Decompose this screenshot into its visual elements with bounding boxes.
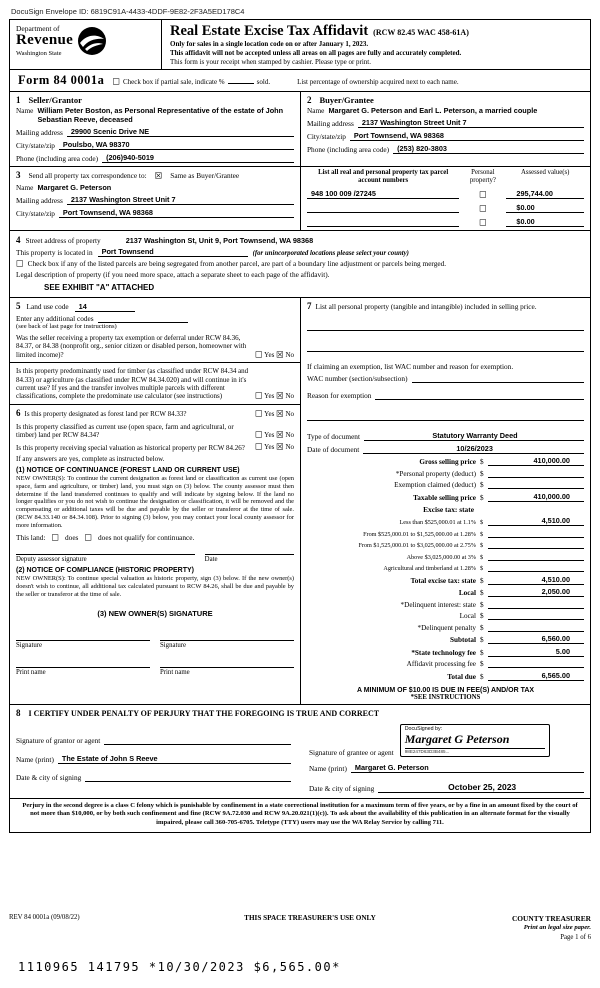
total-due-label: Total due [447,672,476,681]
located-in-label: This property is located in [16,248,93,258]
section-1-number: 1 [16,95,21,106]
correspondence-mailing-label: Mailing address [16,195,63,205]
tax-line-subtotal [307,634,584,644]
question-forest-answer [253,410,294,419]
middle-band [10,298,590,705]
section-property [10,231,590,298]
buyer-phone-value[interactable]: (253) 820-3803 [393,144,584,154]
revenue-logo-icon [77,26,107,56]
no-label: No [285,350,294,359]
date-of-document-label: Date of document [307,444,360,454]
grantor-signature-label: Signature of grantor or agent [16,735,101,745]
parcel-table [300,167,590,230]
segregated-label: Check box if any of the listed parcels are being segregated from another parcel, are part of a boundary line adjustment or parcels being merged. [27,259,447,269]
total-due-value[interactable]: 6,565.00 [488,671,584,681]
does-not-checkbox[interactable]: ☐ [84,533,93,544]
grantor-signing-column [16,722,291,793]
state-technology-fee-value[interactable]: 5.00 [488,647,584,657]
seller-mailing-label: Mailing address [16,128,63,138]
exemption-claimed-label: Exemption claimed (deduct) [394,481,476,490]
print-name-label: Print name [16,668,46,676]
tax-line-gross [307,456,584,466]
deputy-date-field[interactable] [205,554,294,563]
delinquent-local-value[interactable] [488,611,584,620]
grantee-name-print-value[interactable]: Margaret G. Peterson [351,763,584,773]
tax-line-local [307,587,584,597]
tax-line-total-state [307,575,584,585]
buyer-name-label: Name [307,106,325,116]
total-excise-state-value[interactable]: 4,510.00 [488,575,584,585]
no-label: No [285,392,294,401]
street-address-label: Street address of property [25,236,101,246]
tax-line-delinquent-local [307,611,584,620]
dollar-sign: $ [480,530,484,538]
land-use-code-value[interactable]: 14 [75,302,135,312]
form-header [10,20,590,70]
docusign-signature-stamp[interactable] [400,724,550,757]
section-correspondence [10,167,300,230]
county-treasurer-label: COUNTY TREASURER [511,913,591,923]
section-2-number: 2 [307,95,312,106]
owner-signature-field-2[interactable] [160,640,294,649]
section-5-number: 5 [16,301,21,312]
parcel-number-value[interactable] [307,204,459,213]
seller-name-value[interactable]: William Peter Boston, as Personal Representative of the estate of John Sebastian Reeve, deceased [37,106,284,125]
rev-number: REV 84 0001a (09/08/22) [9,913,80,921]
delinquent-penalty-label: *Delinquent penalty [417,623,476,632]
tier2-label: From $525,000.01 to $1,525,000.00 at 1.28% [363,530,476,538]
date-of-document-value[interactable]: 10/26/2023 [363,444,584,454]
dollar-sign: $ [480,469,484,478]
seller-name-label: Name [16,106,34,116]
dollar-sign: $ [480,493,484,502]
buyer-mailing-value[interactable]: 2137 Washington Street Unit 7 [358,118,584,128]
page-footer [9,914,591,942]
divider [10,404,300,405]
tax-line-personal [307,469,584,478]
parcel-personal-checkbox[interactable]: ☐ [479,218,487,229]
delinquent-penalty-value[interactable] [488,623,584,632]
grantee-signing-column [309,722,584,793]
tax-line-tier3 [307,540,584,549]
timber-no-checkbox[interactable]: ☒ [276,391,284,402]
section-seller [10,92,300,166]
question-exemption-text: Was the seller receiving a property tax exemption or deferral under RCW 84.36, 84.37, or 84.38 (nonprofit org., senior citizen or disabled person, homeowner with limited income)? [16,334,247,359]
question-historic [16,443,294,452]
located-in-value[interactable]: Port Townsend [98,247,248,257]
docusign-signature-id: 98E247D63D3B485... [404,748,450,754]
no-label: No [285,410,294,419]
exemption-yes-checkbox[interactable]: ☐ [255,350,263,361]
question-timber-answer [253,392,294,401]
parcel-header-personal: Personal property? [469,169,496,185]
affidavit-processing-fee-label: Affidavit processing fee [406,660,476,669]
delinquent-interest-value[interactable] [488,600,584,609]
does-not-label: does not qualify for continuance. [98,532,195,542]
section-7-tax-column [300,298,590,704]
correspondence-label: Send all property tax correspondence to: [28,171,147,181]
timber-yes-checkbox[interactable]: ☐ [255,391,263,402]
section-7-intro-row [307,301,584,312]
dollar-sign: $ [480,648,484,657]
grantor-date-city-value[interactable] [85,773,291,782]
section-6-number: 6 [16,407,21,418]
partial-sale-label: Check box if partial sale, indicate % [122,77,225,86]
docusign-envelope-id: DocuSign Envelope ID: 6819C91A-4433-4DDF-9E82-2F3A5ED178C4 [11,7,245,16]
washington-state-label: Washington State [16,49,62,57]
tier1-value[interactable]: 4,510.00 [488,516,584,526]
title-block [162,20,590,69]
seller-buyer-band [10,92,590,167]
tax-line-total-due [307,671,584,681]
tier1-label: Less than $525,000.01 at 1.1% [399,519,476,527]
agricultural-label: Agricultural and timberland at 1.28% [383,565,476,573]
agency-name [16,25,73,57]
header-note-3: This form is your receipt when stamped by cashier. Please type or print. [170,57,372,66]
delinquent-local-label: Local [459,612,476,621]
tax-line-tier2 [307,529,584,538]
notice-compliance-title: (2) NOTICE OF COMPLIANCE (HISTORIC PROPERTY) [16,567,194,575]
grantor-name-print-value[interactable]: The Estate of John S Reeve [58,754,291,764]
type-of-document-label: Type of document [307,431,360,441]
section-buyer [300,92,590,166]
tax-line-processing-fee [307,659,584,668]
parcel-assessed-value[interactable]: $0.00 [506,217,584,227]
continuance-qualify-line [16,534,294,543]
forest-no-checkbox[interactable]: ☒ [276,409,284,420]
form-box [9,19,591,833]
historic-yes-checkbox[interactable]: ☐ [255,442,263,453]
yes-label: Yes [264,443,275,452]
parcel-assessed-value[interactable]: $0.00 [506,203,584,213]
personal-property-deduct-label: *Personal property (deduct) [395,469,476,478]
docusigned-by-label: DocuSigned by: [404,725,443,732]
buyer-name-value[interactable]: Margaret G. Peterson and Earl L. Peterson, a married couple [328,106,538,116]
taxable-selling-price-value[interactable]: 410,000.00 [488,492,584,502]
personal-property-field[interactable] [307,322,584,331]
certify-statement: I CERTIFY UNDER PENALTY OF PERJURY THAT THE FOREGOING IS TRUE AND CORRECT [28,708,380,718]
parcel-personal-checkbox[interactable]: ☐ [479,204,487,215]
agricultural-value[interactable] [488,563,584,572]
grantee-signature-script: Margaret G Peterson [404,731,510,746]
tier2-value[interactable] [488,529,584,538]
subtotal-value[interactable]: 6,560.00 [488,634,584,644]
buyer-citystatezip-value[interactable]: Port Townsend, WA 98368 [350,131,584,141]
personal-property-intro: List all personal property (tangible and intangible) included in selling price. [315,302,537,312]
yes-label: Yes [264,410,275,419]
treasurer-stamp: 1110965 141795 *10/30/2023 $6,565.00* [18,960,341,974]
historic-no-checkbox[interactable]: ☒ [276,442,284,453]
page-number: Page 1 of 6 [560,933,591,941]
segregated-checkbox[interactable]: ☐ [16,259,24,270]
tax-line-tier1 [307,516,584,526]
taxable-selling-price-label: Taxable selling price [413,493,476,502]
owner-signature-row [16,640,294,649]
tax-line-delinquent-interest [307,600,584,609]
dollar-sign: $ [480,612,484,621]
no-label: No [285,443,294,452]
owner-printname-row [16,667,294,676]
dollar-sign: $ [480,660,484,669]
section-2-title: Buyer/Grantee [319,95,374,106]
excise-tax-state-header: Excise tax: state [423,504,474,514]
additional-codes-note: (see back of last page for instructions) [16,323,117,331]
delinquent-interest-label: *Delinquent interest: state [400,600,476,609]
treasurer-space-label: THIS SPACE TREASURER'S USE ONLY [244,913,376,922]
see-instructions-note: *SEE INSTRUCTIONS [410,693,481,701]
section-1-title: Seller/Grantor [28,95,82,106]
tax-line-delinquent-penalty [307,623,584,632]
partial-sale-sold-label: sold. [256,77,271,86]
buyer-mailing-label: Mailing address [307,119,354,129]
tax-line-tier4 [307,552,584,561]
form-number-row [10,70,590,92]
if-yes-note: If any answers are yes, complete as instructed below. [16,454,165,463]
question-historic-answer [253,443,294,452]
no-label: No [285,430,294,439]
question-current-use-text: Is this property classified as current use (open space, farm and agricultural, or timber) land per RCW 84.34? [16,422,234,440]
yes-label: Yes [264,430,275,439]
type-of-document-value[interactable]: Statutory Warranty Deed [364,431,584,441]
question-exemption [16,334,294,359]
dollar-sign: $ [480,576,484,585]
correspondence-mailing-value[interactable]: 2137 Washington Street Unit 7 [67,195,294,205]
minimum-due-note: A MINIMUM OF $10.00 IS DUE IN FEE(S) AND/OR TAX [356,686,535,694]
signature-label: Signature [16,641,43,649]
owner-printname-field-1[interactable] [16,667,150,676]
parcel-assessed-value[interactable]: 295,744.00 [506,189,584,199]
grantor-signature-field[interactable] [104,736,291,745]
notice-continuance-body: NEW OWNER(S): To continue the current designation as forest land or classification as current use (open space, farm and agriculture, or timber) land, you must sign on (3) below. The county assessor must then determine if the land transferred continues to qualify and will indicate by signing below. If the land no longer qualifies or you do not wish to continue the designation or classification, it will be removed and the compensating or additional taxes will be due and payable by the seller or transferor at the time of sale. (RCW 84.33.140 or 84.34.108). Prior to signing (3) below, you may contact your local county assessor for more information. [16,474,294,529]
header-note-2: This affidavit will not be accepted unless all areas on all pages are fully and accurately completed. [170,48,462,57]
notice-compliance-body: NEW OWNER(S): To continue special valuation as historic property, sign (3) below. If the new owner(s) doesn't wish to continue, all additional tax calculated pursuant to RCW 84.26, shall be due and payable by the seller or transferor at the time of sale. [16,575,294,598]
gross-selling-price-value[interactable]: 410,000.00 [488,456,584,466]
state-technology-fee-label: *State technology fee [411,648,476,657]
owner-printname-field-2[interactable] [160,667,294,676]
correspondence-name-value[interactable]: Margaret G. Peterson [37,182,112,192]
grantee-date-city-value[interactable]: October 25, 2023 [378,782,584,793]
divider [10,362,300,363]
dollar-sign: $ [480,589,484,598]
buyer-phone-label: Phone (including area code) [307,145,390,155]
seller-mailing-value[interactable]: 29900 Scenic Drive NE [67,127,294,137]
reason-exemption-field-2[interactable] [307,412,584,421]
section-certify [10,705,590,799]
personal-property-deduct-value[interactable] [488,469,584,478]
section-3-number: 3 [16,170,21,181]
partial-sale-note: List percentage of ownership acquired next to each name. [297,77,459,86]
tax-line-taxable [307,492,584,502]
deputy-assessor-signature-field[interactable] [16,554,195,563]
dollar-sign: $ [480,600,484,609]
dollar-sign: $ [480,458,484,467]
correspondence-citystatezip-value[interactable]: Port Townsend, WA 98368 [59,208,294,218]
grantor-date-city-label: Date & city of signing [16,772,82,782]
located-in-note: (for unincorporated locations please select your county) [252,250,409,258]
print-name-label: Print name [160,668,190,676]
current-use-no-checkbox[interactable]: ☒ [276,430,284,441]
correspondence-name-label: Name [16,182,34,192]
question-current-use [16,423,294,440]
grantor-name-print-label: Name (print) [16,754,54,764]
tier4-value[interactable] [488,552,584,561]
additional-codes-label: Enter any additional codes [16,314,94,324]
land-use-code-label: Land use code [26,302,69,312]
exemption-intro: If claiming an exemption, list WAC number and reason for exemption. [307,361,514,371]
current-use-yes-checkbox[interactable]: ☐ [255,430,263,441]
tax-line-agricultural [307,563,584,572]
street-address-value[interactable]: 2137 Washington St, Unit 9, Port Townsend, WA 98368 [125,236,314,246]
wac-number-label: WAC number (section/subsection) [307,373,408,383]
dollar-sign: $ [480,481,484,490]
grantee-name-print-label: Name (print) [309,763,347,773]
personal-property-field-2[interactable] [307,343,584,352]
partial-sale-percent-field[interactable] [228,76,254,84]
buyer-citystatezip-label: City/state/zip [307,132,346,142]
print-legal-size-note: Print an legal size paper. [523,923,591,931]
form-rcw-reference: (RCW 82.45 WAC 458-61A) [373,28,469,37]
this-land-label: This land: [16,532,46,542]
section-4-number: 4 [16,235,21,246]
legal-description-label: Legal description of property (if you need more space, attach a separate sheet to each page of the affidavit). [16,270,330,280]
same-as-buyer-checkbox[interactable]: ☒ [154,171,163,182]
dept-of-label: Department of [16,24,60,33]
exemption-no-checkbox[interactable]: ☒ [276,350,284,361]
tax-line-exemption [307,480,584,489]
tier3-label: From $1,525,000.01 to $3,025,000.00 at 2.75% [358,542,476,550]
dollar-sign: $ [480,636,484,645]
question-historic-text: Is this property receiving special valuation as historical property per RCW 84.26? [16,443,245,452]
forest-yes-checkbox[interactable]: ☐ [255,409,263,420]
does-checkbox[interactable]: ☐ [51,533,60,544]
question-forest-text: Is this property designated as forest land per RCW 84.33? [24,410,187,419]
seller-citystatezip-label: City/state/zip [16,141,55,151]
perjury-notice [10,799,590,832]
section-7-number: 7 [307,301,312,312]
reason-exemption-field[interactable] [375,391,584,400]
question-current-use-answer [253,431,294,440]
notice-continuance-title: (1) NOTICE OF CONTINUANCE (FOREST LAND OR CURRENT USE) [16,466,240,474]
gross-selling-price-label: Gross selling price [419,458,476,467]
affidavit-processing-fee-value[interactable] [488,659,584,668]
question-timber [16,367,294,401]
total-excise-state-label: Total excise tax: state [410,576,476,585]
revenue-label: Revenue [16,31,74,48]
form-title: Real Estate Excise Tax Affidavit [170,23,369,39]
section-8-number: 8 [16,707,21,718]
yes-label: Yes [264,350,275,359]
wac-number-field[interactable] [412,374,584,383]
subtotal-label: Subtotal [450,636,476,645]
question-forest-land [16,408,294,419]
footer-right-stack [441,914,591,942]
local-label: Local [458,589,476,598]
tier4-label: Above $3,025,000.00 at 3% [406,553,476,561]
grantee-date-city-label: Date & city of signing [309,783,375,793]
deputy-assessor-label: Deputy assessor signature [16,556,87,564]
parcel-personal-checkbox[interactable]: ☐ [479,190,487,201]
parcel-header-assessed: Assessed value(s) [520,169,570,177]
deputy-assessor-row [16,554,294,563]
reason-exemption-label: Reason for exemption [307,390,372,400]
additional-codes-field[interactable] [98,314,188,323]
grantee-signature-label: Signature of grantee or agent [309,747,394,757]
dollar-sign: $ [480,553,484,561]
agency-block [10,20,162,69]
perjury-text: Perjury in the second degree is a class C felony which is punishable by confinement in a state correctional institution for a maximum term of five years, or by a fine in an amount fixed by the court of not more than $10,000, or by both such confinement and fine (RCW 9A.72.030 and RCW 9A.20.021(1)(c)). [22,801,578,818]
question-timber-text: Is this property predominantly used for timber (as classified under RCW 84.34 and 84.33) or agriculture (as classified under RCW 84.34.020) and will continue in it's current use? If yes and the transfer involves multiple parcels with different classifications, complete the predominate use calculator (see instructions) [16,367,249,401]
legal-description-value[interactable]: SEE EXHIBIT "A" ATTACHED [44,283,155,293]
dollar-sign: $ [480,565,484,573]
signature-label: Signature [160,641,187,649]
exemption-claimed-value[interactable] [488,480,584,489]
dollar-sign: $ [480,542,484,550]
seller-phone-label: Phone (including area code) [16,154,99,164]
seller-phone-value[interactable]: (206)940-5019 [102,153,294,163]
does-label: does [65,532,79,542]
parcel-row [307,203,584,213]
parcel-header-numbers: List all real and personal property tax parcel account numbers [318,169,449,185]
partial-sale-checkbox[interactable]: ☐ [112,77,120,88]
alternate-format-text: To ask about the availability of this publication in an alternate format for the visually impaired, please call 360-705-6705. Teletype (TTY) users may use the WA Relay Service by calling 711. [156,810,570,827]
sections-5-6-column [10,298,300,704]
form-number: Form 84 0001a [18,73,105,88]
partial-sale-line [112,76,584,89]
dollar-sign: $ [480,623,484,632]
owner-signature-field-1[interactable] [16,640,150,649]
correspondence-citystatezip-label: City/state/zip [16,208,55,218]
dollar-sign: $ [480,672,484,681]
local-value[interactable]: 2,050.00 [488,587,584,597]
question-exemption-answer [253,351,294,360]
seller-citystatezip-value[interactable]: Poulsbo, WA 98370 [59,140,294,150]
tier3-value[interactable] [488,540,584,549]
dollar-sign: $ [480,519,484,527]
new-owners-signature-title: (3) NEW OWNER(S) SIGNATURE [97,608,213,618]
parcel-row [307,189,584,199]
same-as-buyer-label: Same as Buyer/Grantee [170,171,240,181]
deputy-date-label: Date [204,556,218,564]
correspondence-parcels-band [10,167,590,231]
parcel-row [307,217,584,227]
parcel-number-value[interactable]: 948 100 009 /27245 [307,189,459,199]
parcel-table-header [307,169,584,185]
header-note-1: Only for sales in a single location code on or after January 1, 2023. [170,40,369,48]
yes-label: Yes [264,392,275,401]
parcel-number-value[interactable] [307,218,459,227]
tax-line-tech-fee [307,647,584,657]
